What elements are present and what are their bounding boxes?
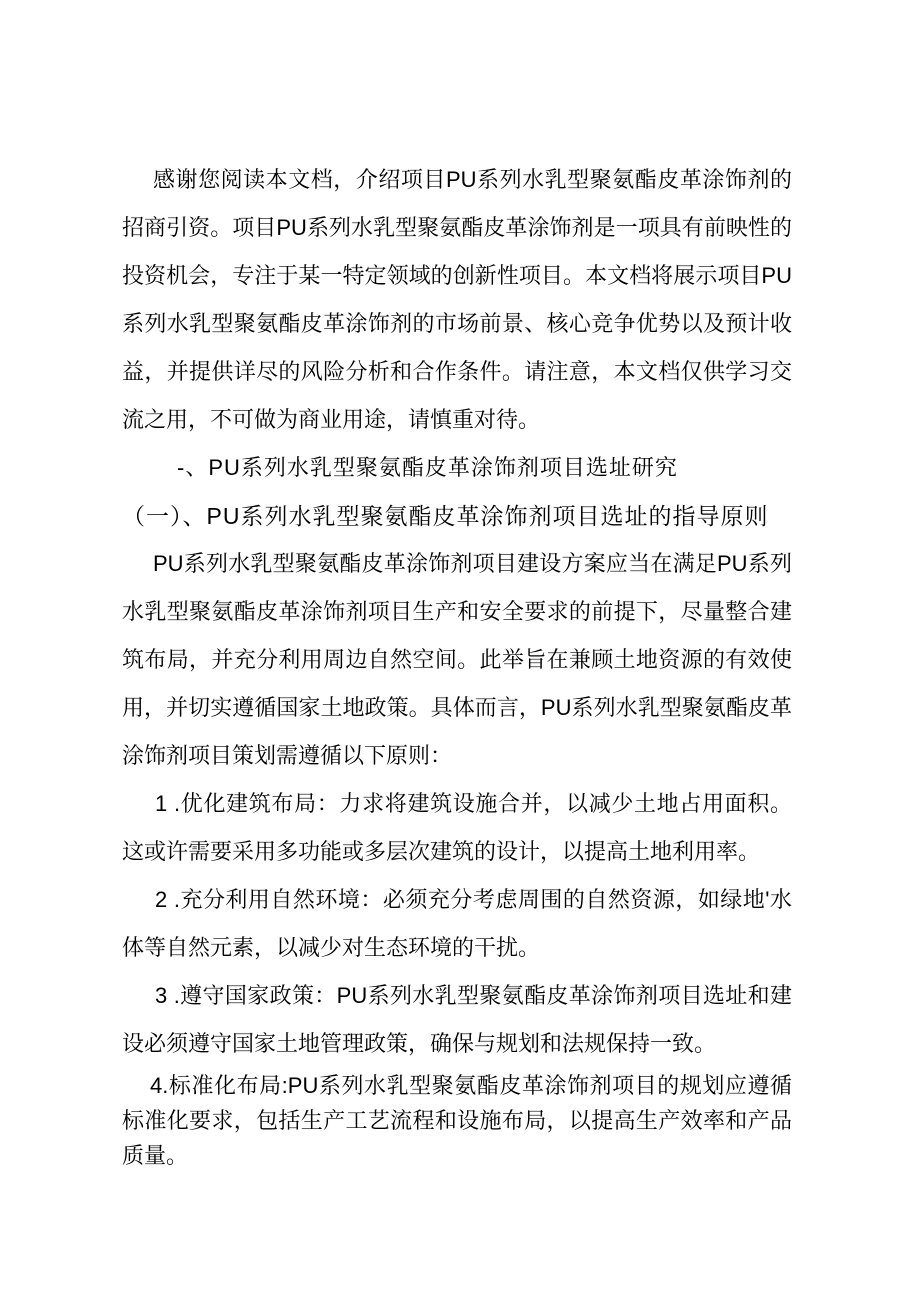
principle-item-2: 2 .充分利用自然环境：必须充分考虑周围的自然资源，如绿地'水体等自然元素，以减少对生态环境的干扰。	[122, 887, 792, 960]
principle-item-1: 1 .优化建筑布局：力求将建筑设施合并，以减少土地占用面积。这或许需要采用多功能或多层次建筑的设计，以提高土地利用率。	[122, 791, 792, 864]
principle-item-4: 4.标准化布局:PU系列水乳型聚氨酯皮革涂饰剂项目的规划应遵循标准化要求，包括生产工艺流程和设施布局，以提高生产效率和产品质量。	[122, 1073, 792, 1168]
principles-intro-paragraph: PU系列水乳型聚氨酯皮革涂饰剂项目建设方案应当在满足PU系列水乳型聚氨酯皮革涂饰剂项目生产和安全要求的前提下，尽量整合建筑布局，并充分利用周边自然空间。此举旨在兼顾土地资源的有效使用，并切实遵循国家土地政策。具体而言，PU系列水乳型聚氨酯皮革涂饰剂项目策划需遵循以下原则：	[122, 551, 792, 768]
principle-item-3: 3 .遵守国家政策：PU系列水乳型聚氨酯皮革涂饰剂项目选址和建设必须遵守国家土地管理政策，确保与规划和法规保持一致。	[122, 983, 792, 1056]
intro-paragraph: 感谢您阅读本文档，介绍项目PU系列水乳型聚氨酯皮革涂饰剂的招商引资。项目PU系列水乳型聚氨酯皮革涂饰剂是一项具有前映性的投资机会，专注于某一特定领域的创新性项目。本文档将展示项目PU系列水乳型聚氨酯皮革涂饰剂的市场前景、核心竞争优势以及预计收益，并提供详尽的风险分析和合作条件。请注意，本文档仅供学习交流之用，不可做为商业用途，请慎重对待。	[122, 167, 792, 432]
section-heading: -、PU系列水乳型聚氨酯皮革涂饰剂项目选址研究	[177, 455, 678, 480]
subsection-heading: （一）、PU系列水乳型聚氨酯皮革涂饰剂项目选址的指导原则	[122, 503, 769, 529]
